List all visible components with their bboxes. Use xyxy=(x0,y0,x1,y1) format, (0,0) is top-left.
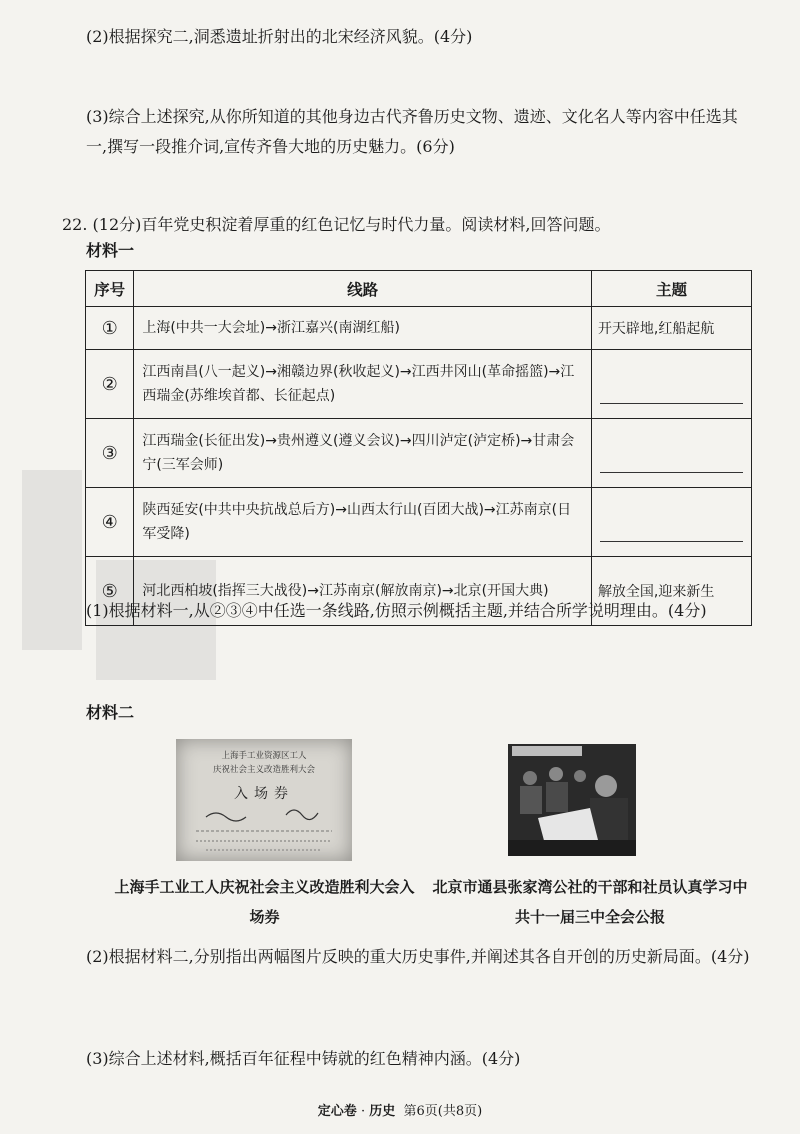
q22-part2: (2)根据材料二,分别指出两幅图片反映的重大历史事件,并阐述其各自开创的历史新局面。(4分) xyxy=(86,947,750,966)
ticket-line1: 上海手工业资源区工人 xyxy=(221,751,307,761)
q21-part3: (3)综合上述探究,从你所知道的其他身边古代齐鲁历史文物、遗迹、文化名人等内容中任选其一,撰写一段推介词,宣传齐鲁大地的历史魅力。(6分) xyxy=(86,107,738,156)
footer-brand: 定心卷 xyxy=(317,1104,357,1119)
table-row xyxy=(86,419,752,488)
row-route: 江西瑞金(长征出发)→贵州遵义(遵义会议)→四川泸定(泸定桥)→甘肃会宁(三军会师) xyxy=(134,419,592,488)
ticket-image xyxy=(176,739,352,861)
table-header-row xyxy=(86,271,752,307)
row-num: ③ xyxy=(86,419,134,488)
q22-part1: (1)根据材料一,从②③④中任选一条线路,仿照示例概括主题,并结合所学说明理由。(4分) xyxy=(86,601,707,620)
answer-line xyxy=(600,472,743,473)
watermark-shape xyxy=(22,470,82,650)
row-num: ① xyxy=(86,307,134,350)
page-footer xyxy=(0,1100,800,1119)
answer-line xyxy=(600,541,743,542)
q21-part2: (2)根据探究二,洞悉遗址折射出的北宋经济风貌。(4分) xyxy=(86,27,473,46)
header-route: 线路 xyxy=(134,271,592,307)
row-num: ② xyxy=(86,350,134,419)
row-num: ⑤ xyxy=(86,557,134,626)
table-row xyxy=(86,307,752,350)
q22-part3: (3)综合上述材料,概括百年征程中铸就的红色精神内涵。(4分) xyxy=(86,1049,521,1068)
q22-stem: 22. (12分)百年党史积淀着厚重的红色记忆与时代力量。阅读材料,回答问题。 xyxy=(62,215,611,234)
routes-table xyxy=(85,270,752,626)
material2-label: 材料二 xyxy=(86,703,135,722)
header-num: 序号 xyxy=(86,271,134,307)
table-row xyxy=(86,350,752,419)
ticket-line2: 庆祝社会主义改造胜利大会 xyxy=(212,765,315,775)
row-route: 江西南昌(八一起义)→湘赣边界(秋收起义)→江西井冈山(革命摇篮)→江西瑞金(苏维埃首都、长征起点) xyxy=(134,350,592,419)
photo-figures xyxy=(508,744,636,856)
row-theme-blank[interactable] xyxy=(591,488,751,557)
study-photo xyxy=(508,744,636,856)
ticket-title: 入场券 xyxy=(234,786,294,802)
header-theme: 主题 xyxy=(591,271,751,307)
footer-dot: · xyxy=(360,1104,366,1119)
row-num: ④ xyxy=(86,488,134,557)
row-theme: 开天辟地,红船起航 xyxy=(591,307,751,350)
image2-caption: 北京市通县张家湾公社的干部和社员认真学习中共十一届三中全会公报 xyxy=(432,878,748,926)
row-route: 上海(中共一大会址)→浙江嘉兴(南湖红船) xyxy=(134,307,592,350)
material1-label: 材料一 xyxy=(86,241,135,260)
table-row xyxy=(86,488,752,557)
row-route: 河北西柏坡(指挥三大战役)→江苏南京(解放南京)→北京(开国大典) xyxy=(134,557,592,626)
footer-page: 第6页(共8页) xyxy=(403,1104,483,1119)
row-theme-blank[interactable] xyxy=(591,419,751,488)
image1-caption: 上海手工业工人庆祝社会主义改造胜利大会入场券 xyxy=(114,878,415,926)
row-theme: 解放全国,迎来新生 xyxy=(591,557,751,626)
row-theme-blank[interactable] xyxy=(591,350,751,419)
ticket-scribbles xyxy=(176,739,352,861)
row-route: 陕西延安(中共中央抗战总后方)→山西太行山(百团大战)→江苏南京(日军受降) xyxy=(134,488,592,557)
footer-subject: 历史 xyxy=(369,1104,396,1119)
answer-line xyxy=(600,403,743,404)
